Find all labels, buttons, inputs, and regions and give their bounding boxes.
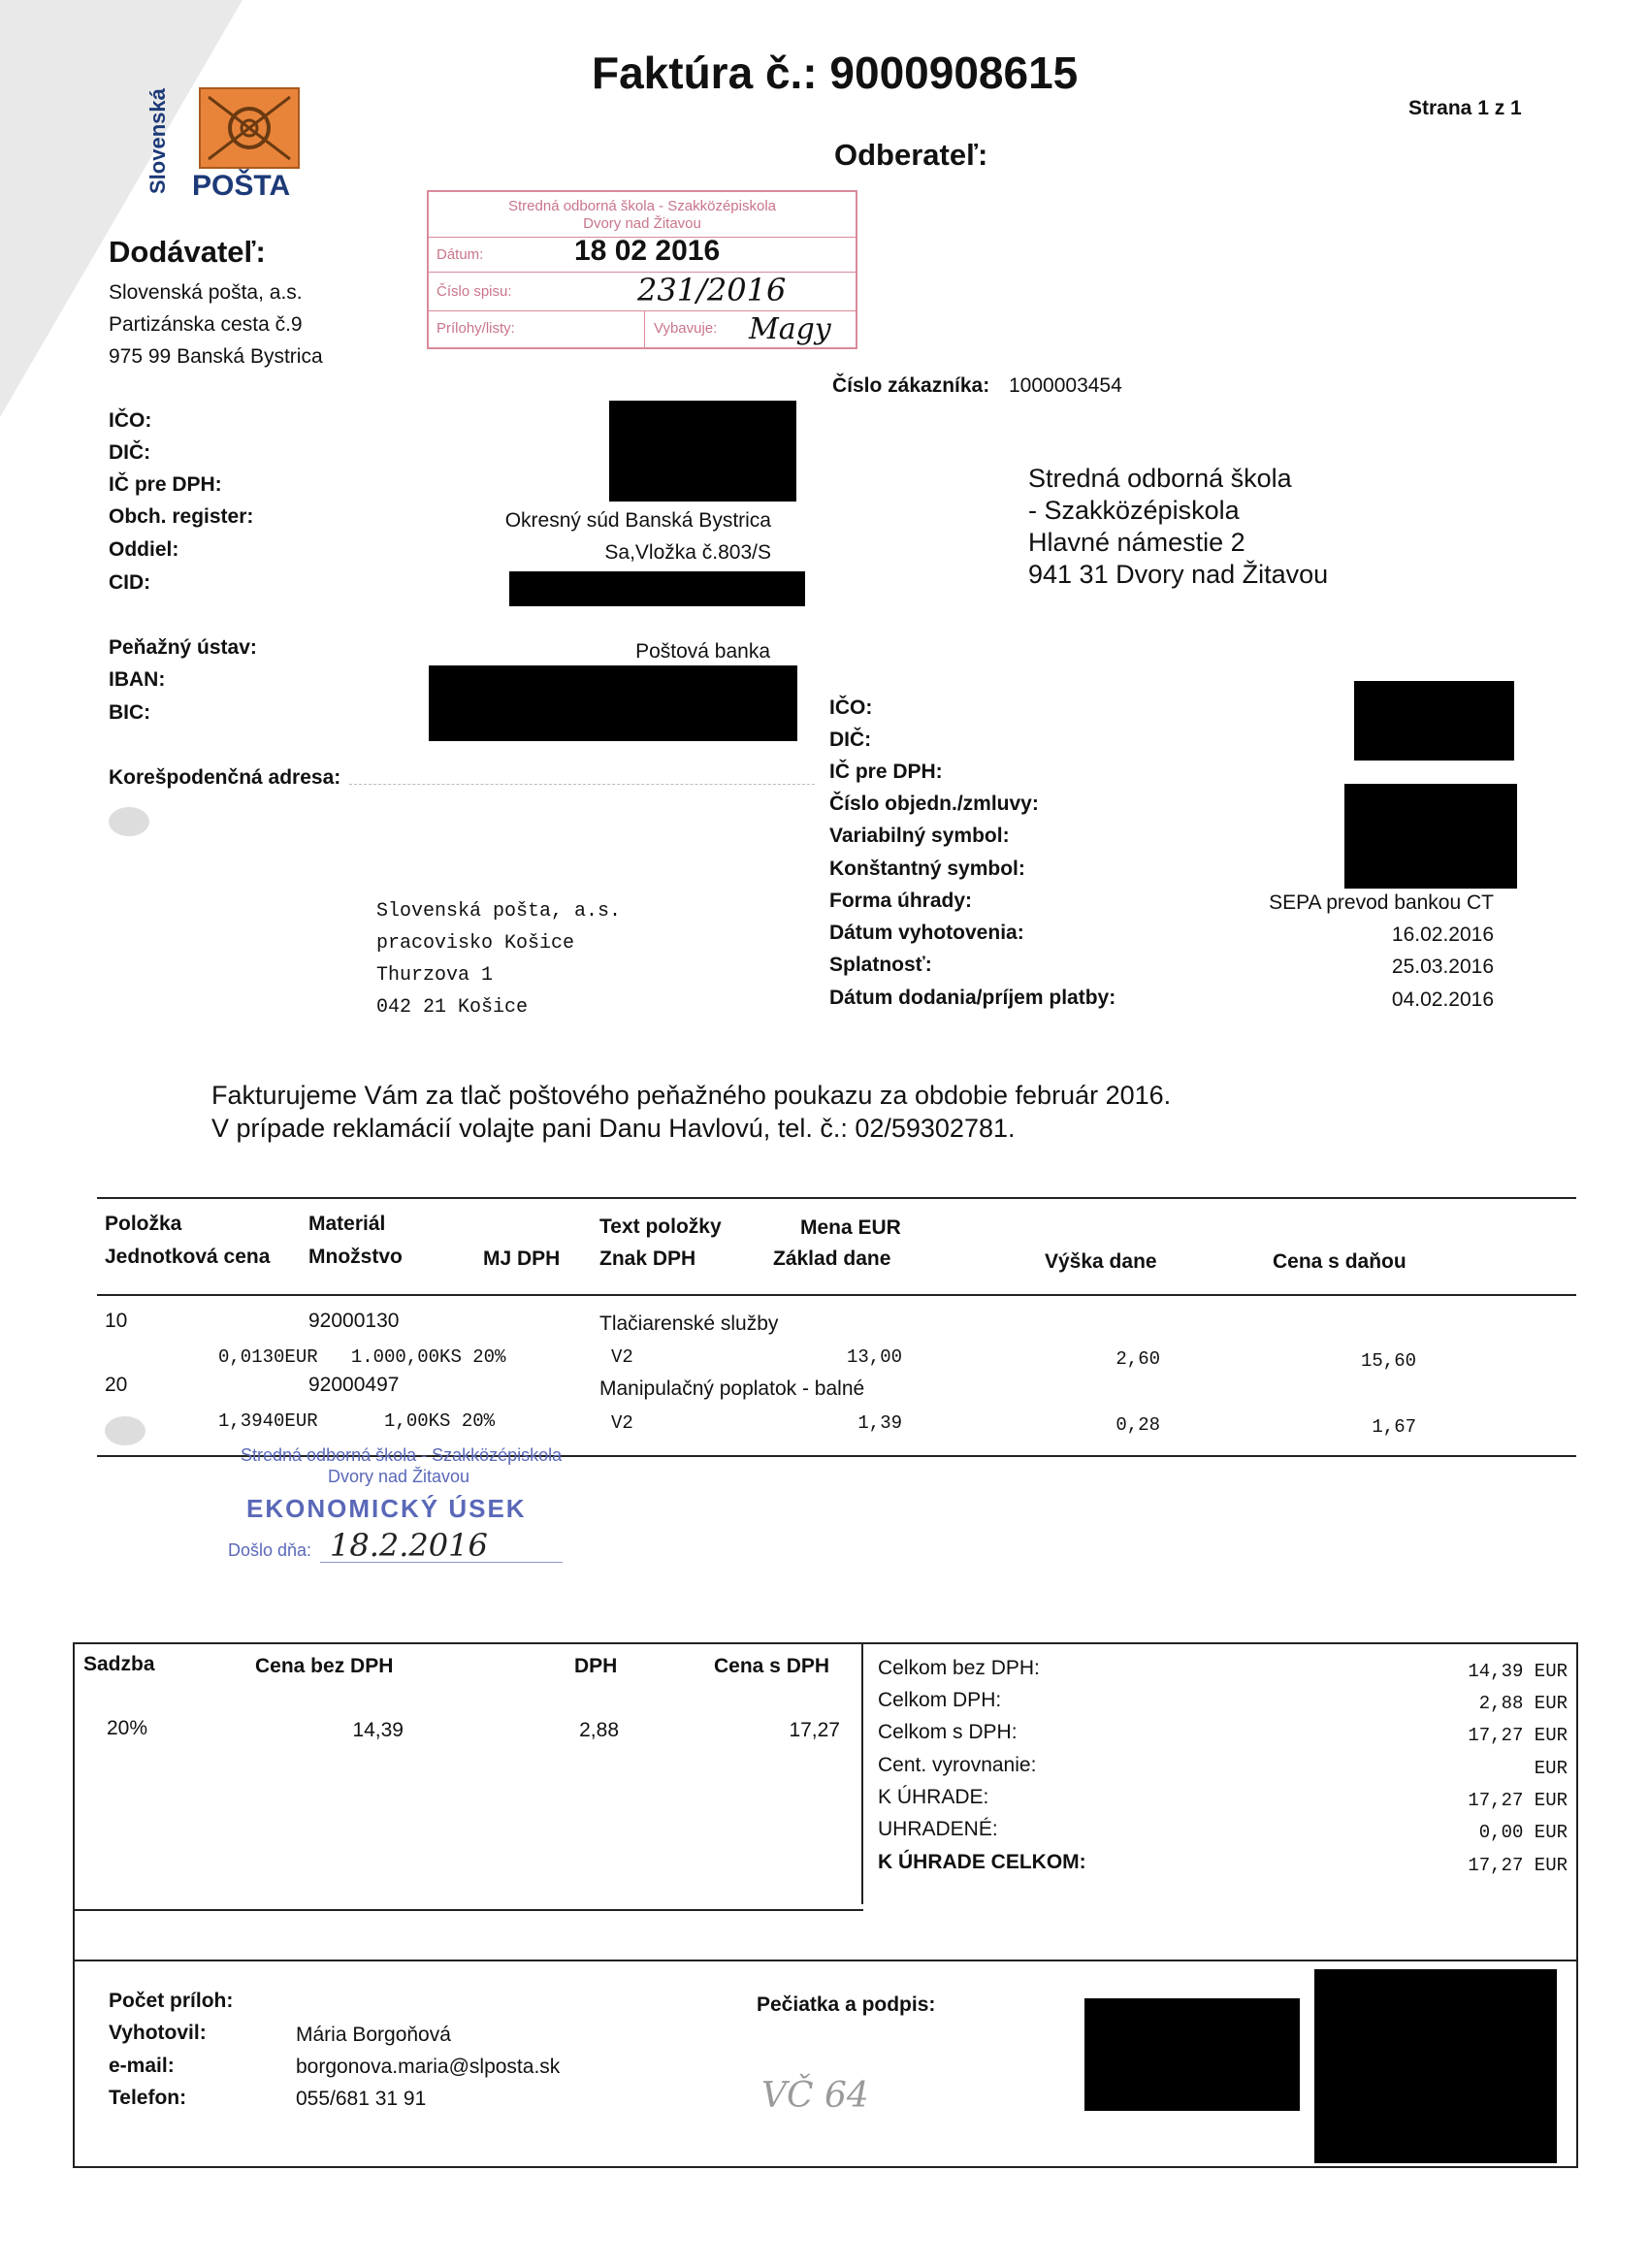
due-date-label: Splatnosť: [829,954,932,976]
total-value-1: 14,39 EUR [1468,1661,1568,1682]
col-mj-dph: MJ DPH [483,1247,561,1270]
row2-pos: 20 [105,1374,128,1396]
redaction-customer-ids [1354,681,1514,761]
page-indicator: Strana 1 z 1 [1408,97,1522,119]
summary-s: 17,27 [789,1719,840,1741]
corr-line-4: 042 21 Košice [376,996,529,1019]
total-label-3: Celkom s DPH: [878,1721,1018,1743]
customer-line-3: Hlavné námestie 2 [1028,528,1245,557]
col-cena-s-danou: Cena s daňou [1273,1250,1406,1273]
row2-vyska: 0,28 [1116,1414,1160,1436]
footer-label-telefon: Telefon: [109,2087,187,2109]
summary-col-bez: Cena bez DPH [255,1655,394,1677]
items-header-rule [97,1294,1576,1296]
footer-label-vyhotovil: Vyhotovil: [109,2022,207,2044]
total-value-4: EUR [1534,1758,1568,1779]
col-zaklad: Základ dane [773,1247,891,1270]
payment-form-label: Forma úhrady: [829,890,973,912]
posta-logo [199,87,300,169]
footer-label-email: e-mail: [109,2055,175,2077]
row2-text: Manipulačný poplatok - balné [599,1377,865,1400]
summary-sadzba: 20% [107,1717,148,1739]
footer-vyhotovil: Mária Borgoňová [296,2024,451,2046]
supplier-oddiel-value: Sa,Vložka č.803/S [604,541,771,564]
punch-hole-mark [109,807,149,836]
customer-vs-label: Variabilný symbol: [829,825,1010,847]
supplier-icdph-label: IČ pre DPH: [109,473,222,496]
col-material: Materiál [308,1213,386,1235]
stamp-datum-value: 18 02 2016 [574,235,721,267]
row1-line2: 0,0130EUR 1.000,00KS 20% [218,1346,506,1368]
row1-vyska: 2,60 [1116,1348,1160,1370]
supplier-register-value: Okresný súd Banská Bystrica [504,509,771,532]
stamp-title-line2: Dvory nad Žitavou [583,215,701,232]
customer-line-1: Stredná odborná škola [1028,464,1292,493]
bank-value: Poštová banka [635,640,770,663]
summary-col-dph: DPH [574,1655,618,1677]
bic-label: BIC: [109,701,151,724]
stamp-prilohy-label: Prílohy/listy: [436,320,515,337]
stamp-vybavuje-value: Magy [749,312,831,346]
total-label-7: K ÚHRADE CELKOM: [878,1851,1086,1873]
econ-stamp-line2: Dvory nad Žitavou [328,1467,470,1486]
summary-bez: 14,39 [352,1719,404,1741]
total-value-5: 17,27 EUR [1468,1790,1568,1811]
redaction-supplier-cid [509,571,805,606]
summary-dph: 2,88 [579,1719,619,1741]
items-top-rule [97,1197,1576,1199]
stamp-datum-label: Dátum: [436,246,484,263]
row2-cena: 1,67 [1372,1416,1416,1438]
total-label-6: UHRADENÉ: [878,1818,998,1840]
col-mena: Mena EUR [800,1216,901,1239]
customer-number-value: 1000003454 [1009,374,1122,397]
row1-znak: V2 [611,1346,633,1368]
iban-label: IBAN: [109,668,166,691]
row1-cena: 15,60 [1360,1350,1416,1372]
invoice-title: Faktúra č.: 9000908615 [592,48,1079,98]
bank-label: Peňažný ústav: [109,636,257,659]
stamp-vybavuje-label: Vybavuje: [654,320,718,337]
stamp-title-line1: Stredná odborná škola - Szakközépiskola [508,198,776,214]
row1-material: 92000130 [308,1310,400,1332]
due-date-value: 25.03.2016 [1391,956,1494,978]
col-text-polozky: Text položky [599,1215,722,1238]
col-vyska: Výška dane [1045,1250,1157,1273]
footer-stamp-label: Pečiatka a podpis: [757,1993,936,2016]
footer-label-prilohy: Počet príloh: [109,1990,234,2012]
supplier-ico-label: IČO: [109,409,152,432]
row1-pos: 10 [105,1310,128,1332]
econ-stamp-date-value: 18.2.2016 [330,1527,488,1564]
row2-line2: 1,3940EUR 1,00KS 20% [218,1410,496,1432]
delivery-date-label: Dátum dodania/príjem platby: [829,987,1116,1009]
footer-top-rule [73,1960,1578,1961]
stamp-spis-label: Číslo spisu: [436,283,512,300]
row2-zaklad: 1,39 [857,1412,902,1434]
customer-ico-label: IČO: [829,697,873,719]
customer-order-label: Číslo objedn./zmluvy: [829,793,1039,815]
message-line-1: Fakturujeme Vám za tlač poštového peňažného poukazu za obdobie február 2016. [211,1081,1172,1110]
col-jednotkova-cena: Jednotková cena [105,1246,271,1268]
customer-dic-label: DIČ: [829,729,872,751]
corr-line-2: pracovisko Košice [376,932,575,955]
issue-date-label: Dátum vyhotovenia: [829,922,1024,944]
total-label-4: Cent. vyrovnanie: [878,1754,1037,1776]
row1-zaklad: 13,00 [846,1346,902,1368]
col-znak-dph: Znak DPH [599,1247,696,1270]
econ-stamp-date-label: Došlo dňa: [228,1540,312,1560]
econ-stamp-line3: EKONOMICKÝ ÚSEK [246,1494,527,1523]
stamp-spis-value: 231/2016 [637,272,787,308]
total-value-6: 0,00 EUR [1478,1822,1568,1843]
summary-col-s: Cena s DPH [714,1655,830,1677]
redaction-customer-symbols [1344,784,1517,889]
redaction-supplier-ids [609,401,796,502]
total-label-5: K ÚHRADE: [878,1786,989,1808]
logo-text: POŠTA [192,170,291,202]
supplier-dic-label: DIČ: [109,441,151,464]
customer-heading: Odberateľ: [834,138,988,172]
row1-text: Tlačiarenské služby [599,1312,779,1335]
customer-ks-label: Konštantný symbol: [829,858,1025,880]
footer-email: borgonova.maria@slposta.sk [296,2056,561,2078]
payment-form-value: SEPA prevod bankou CT [1269,891,1494,914]
corr-line-1: Slovenská pošta, a.s. [376,900,622,923]
supplier-line-1: Slovenská pošta, a.s. [109,281,303,304]
redaction-signature [1084,1998,1300,2111]
supplier-heading: Dodávateľ: [109,235,266,269]
supplier-line-2: Partizánska cesta č.9 [109,313,303,336]
corr-line-3: Thurzova 1 [376,964,494,987]
redaction-bank [429,665,797,741]
customer-number-label: Číslo zákazníka: [832,374,990,397]
registry-stamp [427,190,857,349]
supplier-cid-label: CID: [109,571,151,594]
total-value-2: 2,88 EUR [1478,1693,1568,1714]
issue-date-value: 16.02.2016 [1391,923,1494,946]
col-mnozstvo: Množstvo [308,1246,403,1268]
supplier-register-label: Obch. register: [109,505,254,528]
corr-label: Korešpodenčná adresa: [109,766,341,789]
customer-line-2: - Szakközépiskola [1028,496,1240,525]
message-line-2: V prípade reklamácií volajte pani Danu Havlovú, tel. č.: 02/59302781. [211,1114,1016,1143]
total-label-1: Celkom bez DPH: [878,1657,1040,1679]
punch-hole-mark-2 [105,1416,146,1445]
redaction-stamp [1314,1969,1557,2163]
delivery-date-value: 04.02.2016 [1391,988,1494,1011]
customer-icdph-label: IČ pre DPH: [829,761,943,783]
footer-telefon: 055/681 31 91 [296,2088,427,2110]
row2-znak: V2 [611,1412,633,1434]
econ-stamp-line1: Stredná odborná škola - Szakközépiskola [241,1445,563,1465]
col-polozka: Položka [105,1213,182,1235]
post-horn-icon [201,89,298,167]
summary-col-sadzba: Sadzba [83,1653,155,1675]
row2-material: 92000497 [308,1374,400,1396]
total-value-7: 17,27 EUR [1468,1855,1568,1876]
total-value-3: 17,27 EUR [1468,1725,1568,1746]
footer-handwritten-note: VČ 64 [761,2076,869,2116]
customer-line-4: 941 31 Dvory nad Žitavou [1028,560,1329,589]
supplier-line-3: 975 99 Banská Bystrica [109,345,323,368]
summary-left-bottom [73,1909,863,1911]
logo-side-text: Slovenská [146,88,170,194]
total-label-2: Celkom DPH: [878,1689,1002,1711]
summary-divider [861,1642,863,1904]
supplier-oddiel-label: Oddiel: [109,538,179,561]
